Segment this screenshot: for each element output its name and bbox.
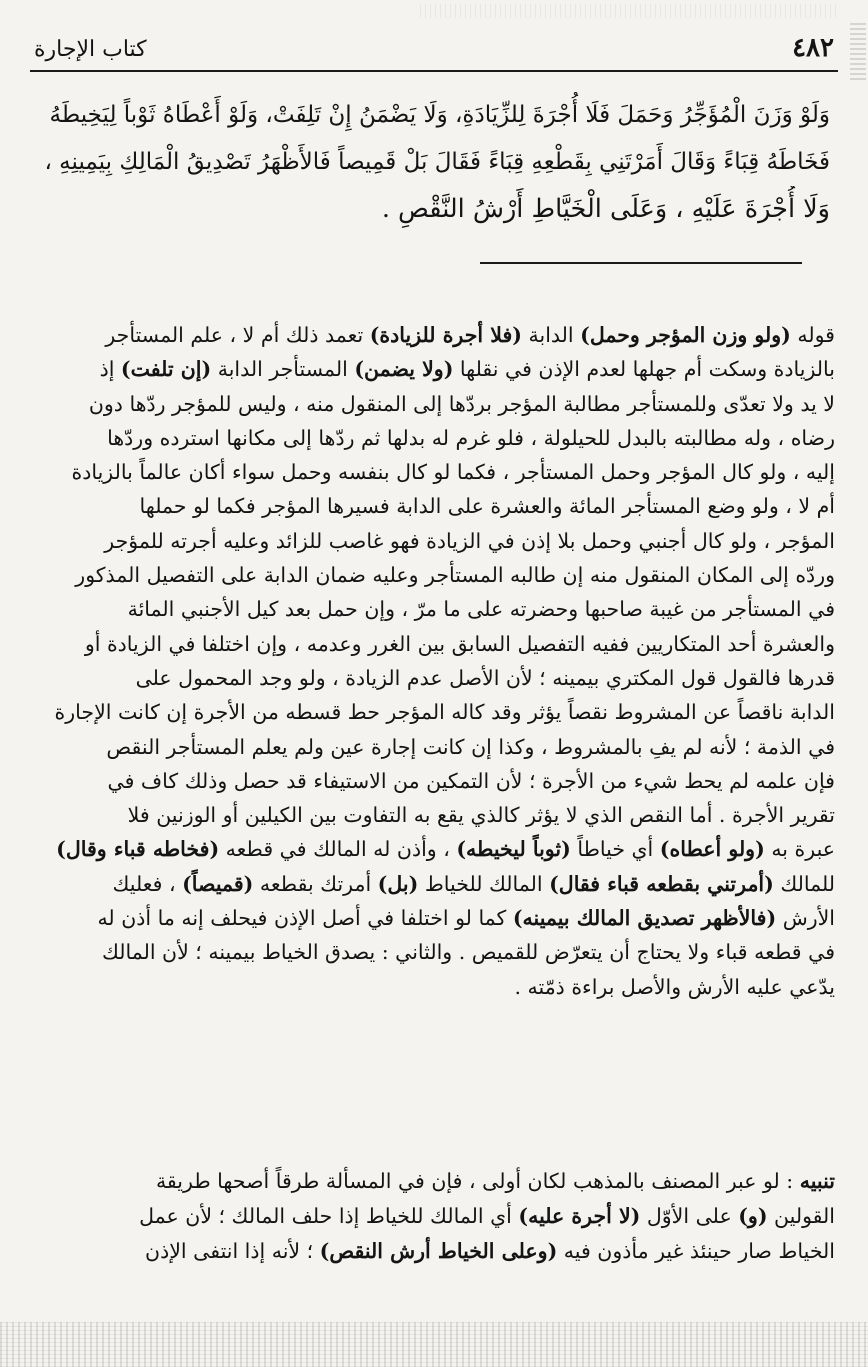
commentary-phrase: الخياط صار حينئذ غير مأذون فيه xyxy=(557,1239,835,1263)
commentary-phrase: تعمد ذلك أم لا ، علم المستأجر xyxy=(105,323,370,347)
commentary-phrase: أمرتك بقطعه xyxy=(253,871,378,896)
quoted-matn-phrase: تنبيه xyxy=(799,1169,835,1193)
commentary-phrase: تقرير الأجرة . أما النقص الذي لا يؤثر كالذي يقع به التفاوت بين الكيلين أو الوزنين فلا xyxy=(127,803,835,828)
commentary-phrase: قوله xyxy=(790,323,835,347)
commentary-phrase: لا يد ولا تعدّى وللمستأجر مطالبة المؤجر بردّها إلى المنقول منه ، وليس للمؤجر ردّها دون xyxy=(88,391,835,416)
matn-line: وَلَوْ وَزَنَ الْمُؤَجِّرُ وَحَمَلَ فَلَا أُجْرَةَ لِلزِّيَادَةِ، وَلَا يَضْمَنُ إِنْ تَلِفَتْ، وَلَوْ أَعْطَاهُ ثَوْباً لِيَخِيطَهُ xyxy=(49,102,830,128)
quoted-matn-phrase: (ولو أعطاه) xyxy=(659,837,765,862)
commentary-line xyxy=(30,489,835,523)
scan-noise-top xyxy=(420,4,840,18)
matn-line: فَخَاطَهُ قِبَاءً وَقَالَ أَمَرْتَنِي بِقَطْعِهِ قِبَاءً فَقَالَ بَلْ قَمِيصاً فَالأَظْهَرُ تَصْدِيقُ الْمَالِكِ بِيَمِينِهِ ، xyxy=(44,149,830,175)
commentary-phrase: بالزيادة وسكت أم جهلها لعدم الإذن في نقلها xyxy=(453,357,835,382)
commentary-phrase: المؤجر ، ولو كال أجنبي وحمل بلا إذن في الزيادة فهو غاصب للزائد وعليه أجرته للمؤجر xyxy=(104,528,835,553)
tanbih-line xyxy=(30,1199,835,1234)
commentary-line xyxy=(30,832,835,866)
quoted-matn-phrase: (قميصاً) xyxy=(182,871,254,896)
commentary-line xyxy=(30,352,835,386)
matn-line: وَلَا أُجْرَةَ عَلَيْهِ ، وَعَلَى الْخَيَّاطِ أَرْشُ النَّقْصِ . xyxy=(381,194,830,224)
commentary-phrase: الدابة xyxy=(521,323,581,347)
commentary-phrase: للمالك xyxy=(773,871,835,896)
tanbih-line xyxy=(30,1234,835,1269)
quoted-matn-phrase: (وعلى الخياط أرش النقص) xyxy=(319,1239,558,1263)
page-number: ٤٨٢ xyxy=(792,33,834,63)
commentary-phrase: أي خياطاً xyxy=(570,837,660,862)
quoted-matn-phrase: (فخاطه قباء وقال) xyxy=(56,837,220,862)
commentary-line xyxy=(30,421,835,455)
commentary-phrase: فإن علمه لم يحط شيء من الأجرة ؛ لأن التمكين من الاستيفاء قد حصل وذلك كاف في xyxy=(107,768,835,793)
commentary-line xyxy=(30,798,835,832)
quoted-matn-phrase: (ولو وزن المؤجر وحمل) xyxy=(580,323,791,347)
quoted-matn-phrase: (بل) xyxy=(377,871,419,896)
commentary-phrase: على الأوّل xyxy=(640,1204,739,1228)
commentary-phrase: ، وأذن له المالك في قطعه xyxy=(219,837,457,862)
running-title: كتاب الإجارة xyxy=(34,37,147,62)
quoted-matn-phrase: (لا أجرة عليه) xyxy=(518,1204,641,1228)
tanbih-note xyxy=(30,1164,835,1269)
commentary-line xyxy=(30,318,835,352)
commentary-line xyxy=(30,592,835,626)
commentary-phrase: يدّعي عليه الأرش والأصل براءة ذمّته . xyxy=(514,974,835,999)
quoted-matn-phrase: (فلا أجرة للزيادة) xyxy=(369,323,522,347)
commentary-phrase: المالك للخياط xyxy=(418,871,550,896)
quoted-matn-phrase: (إن تلفت) xyxy=(120,357,212,382)
commentary-phrase: عبرة به xyxy=(764,837,835,862)
commentary-phrase: أي المالك للخياط إذا حلف المالك ؛ لأن عمل xyxy=(139,1204,519,1228)
section-separator xyxy=(480,262,802,264)
commentary-line xyxy=(30,867,835,901)
commentary-line xyxy=(30,695,835,729)
commentary-line xyxy=(30,455,835,489)
commentary-phrase: والعشرة أحد المتكاريين ففيه التفصيل السابق بين الغرر وعدمه ، وإن اختلفا في الزيادة أو xyxy=(84,631,835,656)
commentary-phrase: ، فعليك xyxy=(112,871,183,896)
quoted-matn-phrase: (فالأظهر تصديق المالك بيمينه) xyxy=(512,906,777,931)
commentary-line xyxy=(30,730,835,764)
tanbih-line xyxy=(30,1164,835,1199)
commentary-line xyxy=(30,387,835,421)
commentary-phrase: أم لا ، ولو وضع المستأجر المائة والعشرة على الدابة فسيرها المؤجر فكما لو حملها xyxy=(139,494,835,519)
commentary-phrase: ؛ لأنه إذا انتفى الإذن xyxy=(145,1239,320,1263)
commentary-line xyxy=(30,901,835,935)
commentary-text xyxy=(30,318,835,1004)
commentary-phrase: قدرها فالقول قول المكتري بيمينه ؛ لأن الأصل عدم الزيادة ، ولو وجد المحمول على xyxy=(135,665,835,690)
commentary-phrase: إليه ، ولو كال المؤجر وحمل المستأجر ، فكما لو كال بنفسه وحمل سواء أكان عالماً بالزيادة xyxy=(71,460,835,485)
commentary-phrase: الأرش xyxy=(776,906,835,931)
scan-noise-right xyxy=(850,20,866,80)
commentary-phrase: إذ xyxy=(99,357,121,382)
commentary-line xyxy=(30,627,835,661)
commentary-phrase: : لو عبر المصنف بالمذهب لكان أولى ، فإن في المسألة طرقاً أصحها طريقة xyxy=(155,1169,800,1193)
commentary-phrase: المستأجر الدابة xyxy=(211,357,355,382)
commentary-line xyxy=(30,764,835,798)
commentary-line xyxy=(30,935,835,969)
quoted-matn-phrase: (و) xyxy=(738,1204,768,1228)
quoted-matn-phrase: (ثوباً ليخيطه) xyxy=(456,837,571,862)
quoted-matn-phrase: (ولا يضمن) xyxy=(354,357,454,382)
commentary-phrase: القولين xyxy=(767,1204,835,1228)
commentary-phrase: رضاه ، وله مطالبته بالبدل للحيلولة ، فلو غرم له بدلها ثم ردّها إلى مكانها استرده وردّها xyxy=(107,425,835,450)
scan-noise-bottom xyxy=(0,1322,868,1367)
commentary-line xyxy=(30,524,835,558)
commentary-phrase: في قطعه قباء ولا يحتاج أن يتعرّض للقميص . والثاني : يصدق الخياط بيمينه ؛ لأن المالك xyxy=(101,940,835,965)
commentary-phrase: كما لو اختلفا في أصل الإذن فيحلف إنه ما أذن له xyxy=(97,906,513,931)
commentary-phrase: في الذمة ؛ لأنه لم يفِ بالمشروط ، وكذا إن كانت إجارة عين ولم يعلم المستأجر النقص xyxy=(106,734,835,759)
commentary-phrase: وردّه إلى المكان المنقول منه إن طالبه المستأجر وعليه ضمان الدابة على التفصيل المذكور xyxy=(75,563,835,588)
quoted-matn-phrase: (أمرتني بقطعه قباء فقال) xyxy=(549,871,774,896)
commentary-phrase: في المستأجر من غيبة صاحبها وحضرته على ما مرّ ، وإن حمل بعد كيل الأجنبي المائة xyxy=(127,597,835,622)
commentary-phrase: الدابة ناقصاً عن المشروط نقصاً يؤثر وقد كاله المؤجر حط قسطه من الأجرة إن كانت الإجارة xyxy=(54,700,835,725)
matn-text xyxy=(40,92,830,233)
commentary-line xyxy=(30,970,835,1004)
header-rule xyxy=(30,70,838,72)
commentary-line xyxy=(30,661,835,695)
commentary-line xyxy=(30,558,835,592)
